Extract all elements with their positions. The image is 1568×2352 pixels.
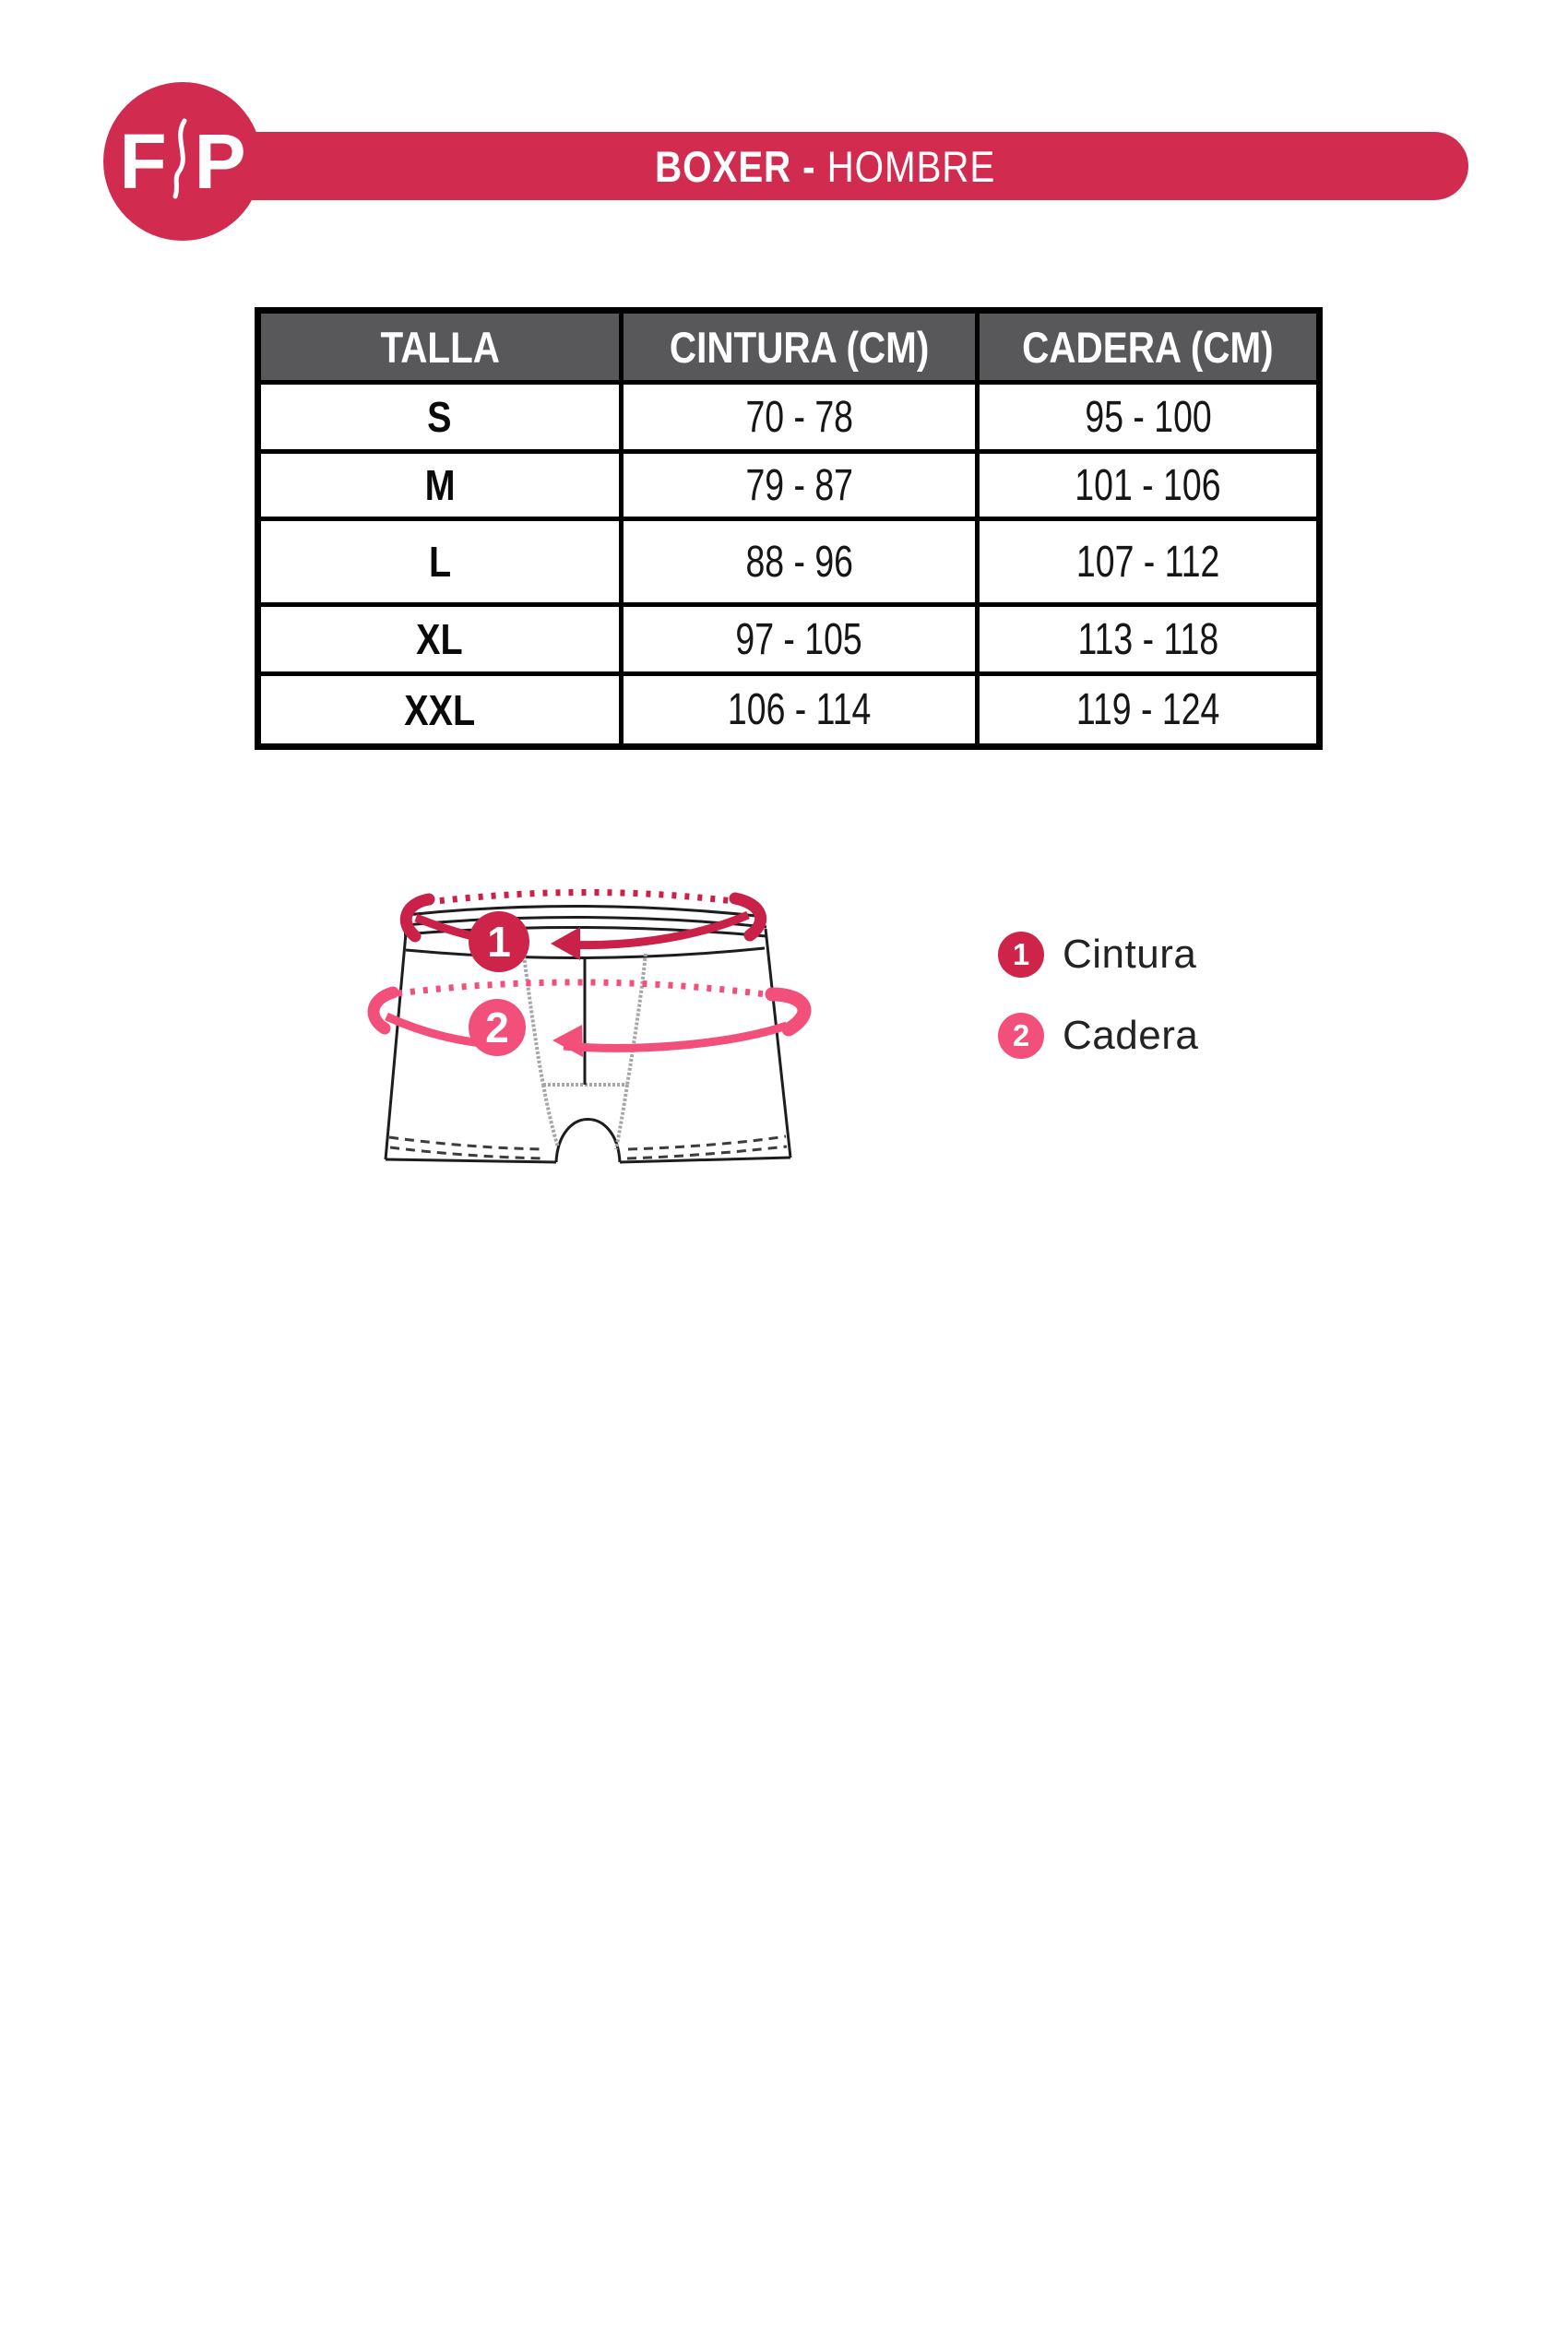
waist-arrow-icon [551, 927, 580, 960]
size-cell [258, 674, 622, 747]
cadera-cell [978, 519, 1320, 605]
waist-tape-back-dotted [414, 892, 741, 904]
cintura-value: 70 - 78 [745, 392, 853, 442]
table-row-m [258, 452, 1320, 519]
boxer-diagram [362, 876, 824, 1185]
title-banner [183, 132, 1468, 200]
cadera-cell [978, 674, 1320, 747]
cintura-cell [621, 383, 978, 452]
size-value: XXL [404, 685, 476, 734]
table-row-l [258, 519, 1320, 605]
col-header-cintura [621, 311, 978, 383]
page-title [655, 141, 995, 192]
brand-logo [103, 82, 262, 241]
size-value: S [427, 393, 453, 441]
size-cell [258, 452, 622, 519]
size-value: M [424, 461, 456, 509]
table-row-s [258, 383, 1320, 452]
hem-stitching [389, 1136, 787, 1158]
hip-tape-front-right [564, 1026, 787, 1048]
cintura-value: 88 - 96 [745, 537, 853, 587]
legend-item-cintura [998, 932, 1198, 978]
col-header-talla-label: TALLA [380, 322, 500, 372]
cintura-value: 106 - 114 [727, 685, 872, 734]
hip-tape-left-end [374, 992, 393, 1028]
legend-marker-2-badge: 2 [998, 1013, 1044, 1059]
size-cell [258, 519, 622, 605]
cintura-cell [621, 452, 978, 519]
cadera-value: 107 - 112 [1075, 537, 1220, 587]
logo-letter-p: P [194, 118, 246, 205]
cadera-value: 113 - 118 [1077, 614, 1219, 664]
cintura-cell [621, 605, 978, 674]
size-table [255, 307, 1323, 750]
legend-label-cadera: Cadera [1063, 1013, 1199, 1058]
page-title-bold: BOXER - [655, 141, 816, 191]
col-header-cadera [978, 311, 1320, 383]
cintura-cell [621, 674, 978, 747]
hip-arrow-icon [552, 1025, 583, 1057]
cadera-cell [978, 452, 1320, 519]
col-header-cintura-label: CINTURA (CM) [669, 322, 930, 372]
legend-label-cintura: Cintura [1063, 932, 1197, 977]
measurement-legend [998, 932, 1198, 1059]
cadera-value: 101 - 106 [1075, 460, 1221, 510]
hip-marker-number: 2 [485, 1004, 509, 1051]
size-value: L [428, 538, 451, 586]
page-title-regular: HOMBRE [826, 141, 996, 191]
cintura-value: 79 - 87 [745, 460, 853, 510]
col-header-cadera-label: CADERA (CM) [1022, 322, 1274, 372]
col-header-talla [258, 311, 622, 383]
cintura-value: 97 - 105 [735, 614, 863, 664]
cintura-cell [621, 519, 978, 605]
legend-item-cadera [998, 1013, 1198, 1059]
waist-measure-overlay [406, 892, 760, 972]
size-cell [258, 383, 622, 452]
hip-measure-overlay [374, 982, 804, 1057]
logo-letter-f: F [119, 118, 167, 205]
cadera-value: 119 - 124 [1075, 685, 1220, 734]
size-cell [258, 605, 622, 674]
legend-marker-1-badge: 1 [998, 932, 1044, 978]
table-header-row [258, 311, 1320, 383]
size-value: XL [416, 615, 464, 663]
cadera-cell [978, 605, 1320, 674]
table-row-xl [258, 605, 1320, 674]
cadera-cell [978, 383, 1320, 452]
table-row-xxl [258, 674, 1320, 747]
logo-squiggle-icon [170, 118, 192, 199]
cadera-value: 95 - 100 [1084, 392, 1212, 442]
waist-marker-number: 1 [487, 918, 511, 966]
